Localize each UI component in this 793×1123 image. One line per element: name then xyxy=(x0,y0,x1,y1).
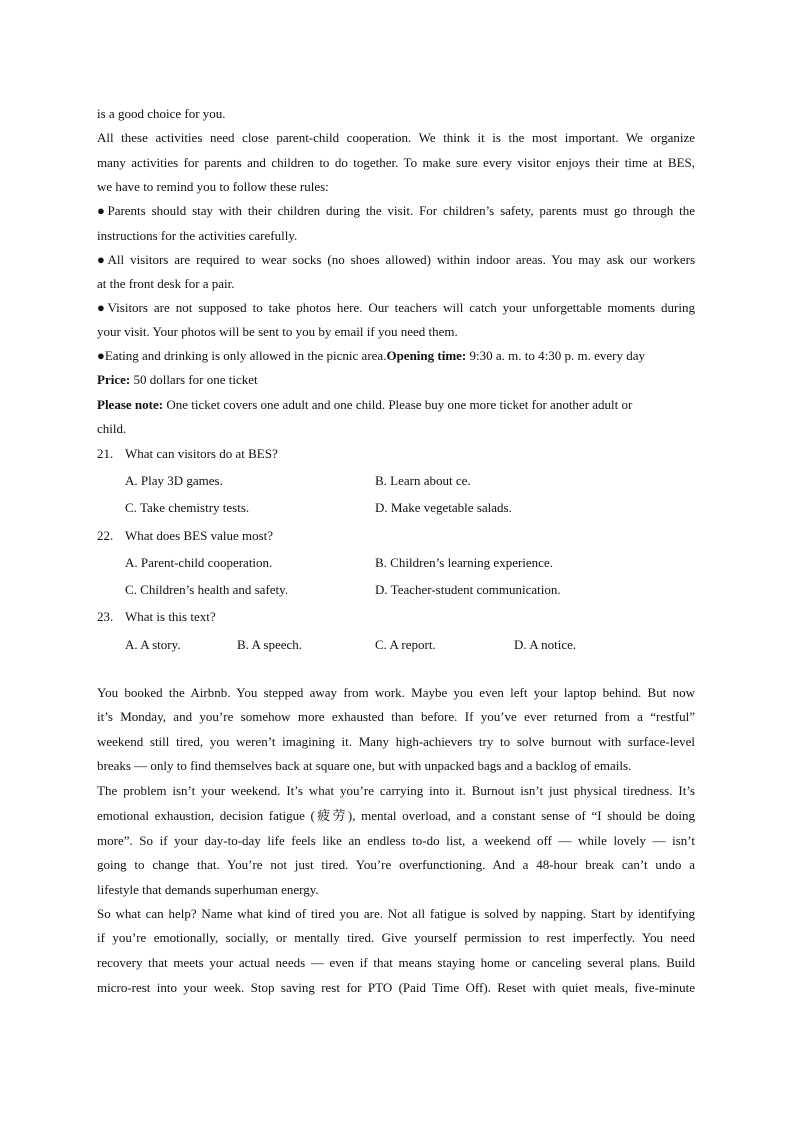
notice-paragraph-line: we have to remind you to follow these rules: xyxy=(97,179,329,194)
option-text: Learn about ce. xyxy=(390,473,471,488)
option-letter: D. xyxy=(375,582,388,597)
price-label: Price: xyxy=(97,372,131,387)
answer-option[interactable] xyxy=(125,637,181,653)
rule-line: instructions for the activities carefully. xyxy=(97,228,298,243)
option-letter: A. xyxy=(125,555,138,570)
option-text: Parent-child cooperation. xyxy=(140,555,273,570)
answer-option[interactable] xyxy=(375,582,561,598)
answer-option[interactable] xyxy=(375,637,436,653)
passage-line: if you’re emotionally, socially, or mentally tired. Give yourself permission to rest imperfectly. You need xyxy=(97,930,695,945)
option-text: A report. xyxy=(389,637,436,652)
passage-line: You booked the Airbnb. You stepped away from work. Maybe you even left your laptop behind. But now xyxy=(97,685,695,700)
option-text: Take chemistry tests. xyxy=(139,500,250,515)
rule-line: ●Parents should stay with their children during the visit. For children’s safety, parents must go through the xyxy=(97,203,695,218)
answer-option[interactable] xyxy=(125,582,288,598)
answer-option[interactable] xyxy=(375,473,471,489)
option-letter: A. xyxy=(125,637,138,652)
option-letter: C. xyxy=(125,582,137,597)
option-text: A story. xyxy=(140,637,181,652)
passage-line: more”. So if your day-to-day life feels like an endless to-do list, a weekend off — while lovely — isn’t xyxy=(97,833,695,848)
option-text: A notice. xyxy=(529,637,577,652)
price-line xyxy=(97,372,695,388)
passage-line: The problem isn’t your weekend. It’s what you’re carrying into it. Burnout isn’t just physical tiredness. It’s xyxy=(97,783,695,798)
option-letter: C. xyxy=(125,500,137,515)
answer-option[interactable] xyxy=(125,473,223,489)
question-number: 22. xyxy=(97,528,114,543)
passage-line: weekend still tired, you weren’t imagining it. Many high-achievers try to solve burnout with surface-level xyxy=(97,734,695,749)
passage-line: going to change that. You’re not just tired. You’re overfunctioning. And a 48-hour break can’t undo a xyxy=(97,857,695,872)
question-stem: What can visitors do at BES? xyxy=(125,446,278,461)
notice-line-choice: is a good choice for you. xyxy=(97,106,226,121)
rule-line: ●Visitors are not supposed to take photos here. Our teachers will catch your unforgettable moments during xyxy=(97,300,695,315)
rule-line: ●All visitors are required to wear socks (no shoes allowed) within indoor areas. You may ask our workers xyxy=(97,252,695,267)
option-text: Play 3D games. xyxy=(140,473,223,488)
passage-line: emotional exhaustion, decision fatigue (疲劳), mental overload, and a constant sense of “I should be doing xyxy=(97,808,695,823)
answer-option[interactable] xyxy=(514,637,576,653)
notice-paragraph-line: All these activities need close parent-child cooperation. We think it is the most important. We organize xyxy=(97,130,695,145)
passage-line: breaks — only to find themselves back at square one, but with unpacked bags and a backlog of emails. xyxy=(97,758,632,773)
option-letter: B. xyxy=(375,555,387,570)
opening-time-value: 9:30 a. m. to 4:30 p. m. every day xyxy=(466,348,645,363)
question-number: 23. xyxy=(97,609,114,624)
answer-option[interactable] xyxy=(375,555,553,571)
question-stem: What does BES value most? xyxy=(125,528,274,543)
opening-time-label: Opening time: xyxy=(386,348,467,363)
rule-eating: ●Eating and drinking is only allowed in the picnic area. xyxy=(97,348,387,363)
answer-option[interactable] xyxy=(237,637,302,653)
option-letter: B. xyxy=(375,473,387,488)
rule-line: your visit. Your photos will be sent to you by email if you need them. xyxy=(97,324,458,339)
notice-paragraph-line: many activities for parents and children to do together. To make sure every visitor enjoys their time at BES, xyxy=(97,155,695,170)
note-value: One ticket covers one adult and one child. Please buy one more ticket for another adult or xyxy=(163,397,633,412)
note-line xyxy=(97,397,695,413)
option-text: Children’s learning experience. xyxy=(390,555,553,570)
option-text: Make vegetable salads. xyxy=(390,500,512,515)
rule-line: at the front desk for a pair. xyxy=(97,276,235,291)
option-letter: C. xyxy=(375,637,387,652)
answer-option[interactable] xyxy=(125,555,272,571)
passage-line: micro-rest into your week. Stop saving rest for PTO (Paid Time Off). Reset with quiet meals, five-minute xyxy=(97,980,695,995)
price-value: 50 dollars for one ticket xyxy=(130,372,258,387)
passage-line: So what can help? Name what kind of tired you are. Not all fatigue is solved by napping. Start by identifying xyxy=(97,906,695,921)
option-text: Teacher-student communication. xyxy=(390,582,561,597)
answer-option[interactable] xyxy=(375,500,512,516)
option-text: A speech. xyxy=(251,637,303,652)
rule-opening-line xyxy=(97,348,695,364)
question-number: 21. xyxy=(97,446,114,461)
passage-line: lifestyle that demands superhuman energy. xyxy=(97,882,319,897)
note-label: Please note: xyxy=(97,397,164,412)
option-letter: D. xyxy=(514,637,527,652)
question-stem: What is this text? xyxy=(125,609,216,624)
option-letter: B. xyxy=(237,637,249,652)
option-letter: D. xyxy=(375,500,388,515)
passage-line: it’s Monday, and you’re somehow more exhausted than before. If you’ve ever returned from a “restful” xyxy=(97,709,695,724)
option-text: Children’s health and safety. xyxy=(140,582,289,597)
answer-option[interactable] xyxy=(125,500,249,516)
note-line-2: child. xyxy=(97,421,127,436)
option-letter: A. xyxy=(125,473,138,488)
passage-line: recovery that meets your actual needs — even if that means staying home or canceling several plans. Build xyxy=(97,955,695,970)
